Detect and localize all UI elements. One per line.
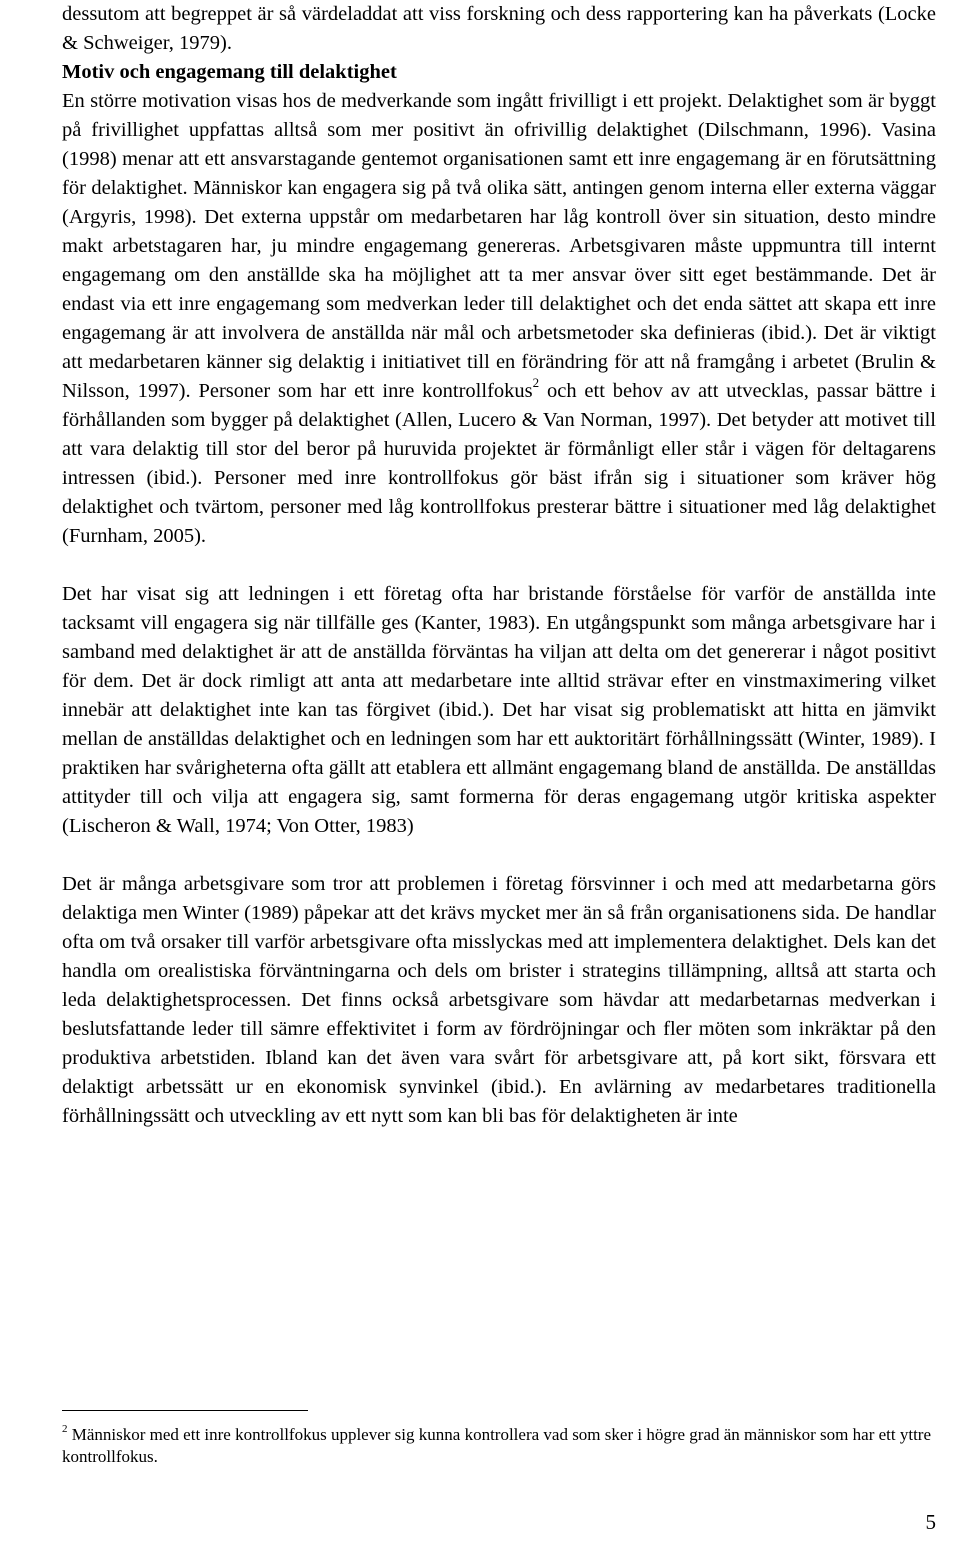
footnote-text: Människor med ett inre kontrollfokus upplever sig kunna kontrollera vad som sker i högre grad än människor som har ett yttre kontrollfokus. [62, 1425, 931, 1466]
paragraph-management: Det har visat sig att ledningen i ett företag ofta har bristande förståelse för varför de anställda inte tacksamt vill engagera sig när tillfälle ges (Kanter, 1983). En utgångspunkt som många arbetsgivare har i samband med delaktighet är att de anställda förväntas ha viljan att delta om det genererar i något positivt för dem. Det är dock rimligt att anta att medarbetare inte alltid strävar efter en vinstmaximering vilket innebär att delaktighet inte kan tas förgivet (ibid.). Det har visat sig problematiskt att hitta en jämvikt mellan de anställdas delaktighet och en ledningen som har ett auktoritärt förhållningssätt (Winter, 1989). I praktiken har svårigheterna ofta gällt att etablera ett allmänt engagemang bland de anställda. De anställdas attityder till och vilja att engagera sig, samt formerna för deras engagemang utgör kritiska aspekter (Lischeron & Wall, 1974; Von Otter, 1983) [62, 583, 936, 837]
document-page [62, 0, 936, 1534]
footnote-reference: 2 [532, 375, 540, 391]
paragraph-motivation-text-b: och ett behov av att utvecklas, passar bättre i förhållanden som bygger på delaktighet (Allen, Lucero & Van Norman, 1997). Det betyder att motivet till att vara delaktig till stor del beror på huruvida projektet är förmånligt eller står i vägen för deltagarens intressen (ibid.). Personer med inre kontrollfokus gör bäst ifrån sig i situationer som kräver hög delaktighet och tvärtom, personer med låg kontrollfokus presterar bättre i situationer med låg delaktighet (Furnham, 2005). [62, 380, 936, 547]
paragraph-gap [62, 551, 936, 580]
section-heading: Motiv och engagemang till delaktighet [62, 61, 397, 83]
paragraph-gap [62, 841, 936, 870]
paragraph-continuation: dessutom att begreppet är så värdeladdat att viss forskning och dess rapportering kan ha påverkats (Locke & Schweiger, 1979). [62, 3, 936, 54]
paragraph-employers: Det är många arbetsgivare som tror att problemen i företag försvinner i och med att medarbetarna görs delaktiga men Winter (1989) påpekar att det krävs mycket mer än så från organisationens sida. De handlar ofta om två orsaker till varför arbetsgivare ofta misslyckas med att implementera delaktighet. Dels kan det handla om orealistiska förväntningarna och dels om brister i strategins tillämpning, alltså att starta och leda delaktighetsprocessen. Det finns också arbetsgivare som hävdar att medarbetarnas medverkan i beslutsfattande leder till sämre effektivitet i form av fördröjningar och fler möten som inkräktar på den produktiva arbetstiden. Ibland kan det även vara svårt för arbetsgivare att, på kort sikt, försvara ett delaktigt arbetssätt ur en ekonomisk synvinkel (ibid.). En avlärning av medarbetares traditionella förhållningssätt och utveckling av ett nytt som kan bli bas för delaktigheten är inte [62, 873, 936, 1127]
page-number: 5 [925, 1510, 936, 1534]
paragraph-motivation [62, 87, 936, 551]
footnote [62, 1424, 936, 1468]
footnote-separator [62, 1410, 308, 1411]
footnote-number: 2 [62, 1423, 68, 1436]
paragraph-motivation-text-a: En större motivation visas hos de medverkande som ingått frivilligt i ett projekt. Delaktighet som är byggt på frivillighet uppfattas alltså som mer positivt än ofrivillig delaktighet (Dilschmann, 1996). Vasina (1998) menar att ett ansvarstagande gentemot organisationen samt ett inre engagemang är en förutsättning för delaktighet. Människor kan engagera sig på två olika sätt, antingen genom interna eller externa väggar (Argyris, 1998). Det externa uppstår om medarbetaren har låg kontroll över sin situation, desto mindre makt arbetstagaren har, ju mindre engagemang genereras. Arbetsgivaren måste uppmuntra till internt engagemang om den anställde ska ha möjlighet att ta mer ansvar över sitt eget bestämmande. Det är endast via ett inre engagemang som medverkan leder till delaktighet och det enda sättet att skapa ett inre engagemang är att involvera de anställda när mål och arbetsmetoder ska definieras (ibid.). Det är viktigt att medarbetaren känner sig delaktig i initiativet till en förändring för att nå framgång i arbetet (Brulin & Nilsson, 1997). Personer som har ett inre kontrollfokus [62, 90, 936, 402]
